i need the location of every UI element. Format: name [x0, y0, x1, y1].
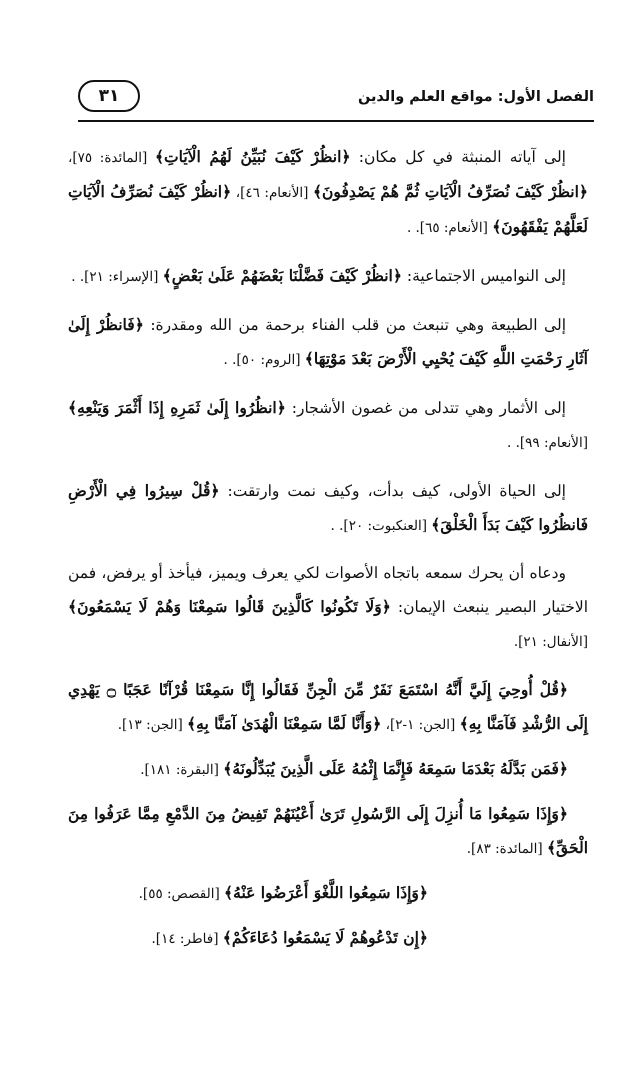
paragraph-social-laws: [68, 259, 588, 294]
quran-quote: ﴿قُلْ سِيرُوا فِي الْأَرْضِ فَانظُرُوا كَيْفَ بَدَأَ الْخَلْقَ﴾: [68, 481, 588, 534]
header-rule: [78, 120, 594, 122]
quran-quote: ﴿قُلْ أُوحِيَ إِلَيَّ أَنَّهُ اسْتَمَعَ نَفَرٌ مِّنَ الْجِنِّ فَقَالُوا إِنَّا سَمِعْنَا قُرْآنًا عَجَبًا ۝ يَهْدِي إِلَى الرُّشْدِ فَآمَنَّا بِهِ﴾: [68, 680, 588, 733]
quran-quote: ﴿إِن تَدْعُوهُمْ لَا يَسْمَعُوا دُعَاءَكُمْ﴾: [222, 928, 428, 947]
surah-reference: [الجن: ١-٢]،: [381, 717, 460, 733]
quran-quote: ﴿انظُرْ كَيْفَ نُصَرِّفُ الْآيَاتِ لَعَلَّهُمْ يَفْقَهُونَ﴾: [68, 182, 588, 236]
surah-reference: [الأنعام: ٦٥]. .: [406, 220, 493, 236]
quran-quote: ﴿فَانظُرْ إِلَىٰ آثَارِ رَحْمَتِ اللَّهِ كَيْفَ يُحْيِي الْأَرْضَ بَعْدَ مَوْتِهَا﴾: [68, 315, 588, 368]
text-segment: إلى الطبيعة وهي تنبعث من قلب الفناء برحمة من الله ومقدرة:: [143, 316, 567, 334]
quran-quote: ﴿انظُرُوا إِلَىٰ ثَمَرِهِ إِذَا أَثْمَرَ وَيَنْعِهِ﴾: [68, 398, 286, 417]
surah-reference: [الأنفال: ٢١].: [513, 634, 588, 650]
quran-quote: ﴿وَإِذَا سَمِعُوا اللَّغْوَ أَعْرَضُوا عَنْهُ﴾: [224, 883, 428, 902]
surah-reference: [المائدة: ٨٣].: [466, 841, 547, 857]
quran-quote: ﴿انظُرْ كَيْفَ نُبَيِّنُ لَهُمُ الْآيَاتِ﴾: [154, 147, 351, 166]
paragraph-maidah: [68, 797, 588, 866]
surah-reference: [المائدة: ٧٥]،: [68, 150, 155, 166]
chapter-title: الفصل الأول: مواقع العلم والدين: [357, 89, 594, 105]
surah-reference: [الروم: ٥٠]. .: [223, 352, 305, 368]
text-segment: ودعاه أن يحرك سمعه باتجاه الأصوات لكي يعرف ويميز، فيأخذ أو يرفض، فمن الاختيار البصير ينبعث الإيمان:: [68, 564, 588, 616]
paragraph-fatir: [68, 921, 588, 956]
paragraph-baqarah: [68, 752, 588, 787]
paragraph-first-life: [68, 474, 588, 543]
quran-quote: ﴿انظُرْ كَيْفَ نُصَرِّفُ الْآيَاتِ ثُمَّ هُمْ يَصْدِفُونَ﴾: [312, 182, 588, 201]
surah-reference: [العنكبوت: ٢٠]. .: [330, 518, 432, 534]
text-segment: إلى النواميس الاجتماعية:: [401, 267, 566, 285]
text-segment: إلى الأثمار وهي تتدلى من غصون الأشجار:: [285, 399, 566, 417]
surah-reference: [فاطر: ١٤].: [151, 931, 223, 947]
surah-reference: [الجن: ١٣].: [117, 717, 188, 733]
paragraph-signs: [68, 140, 588, 245]
surah-reference: [الأنعام: ٩٩]. .: [507, 435, 588, 451]
surah-reference: [الإسراء: ٢١]. .: [71, 269, 163, 285]
page-number: ٣١: [78, 80, 140, 112]
paragraph-qasas: [68, 876, 588, 911]
running-header: [78, 76, 594, 116]
quran-quote: ﴿انظُرْ كَيْفَ فَضَّلْنَا بَعْضَهُمْ عَلَىٰ بَعْضٍ﴾: [162, 266, 402, 285]
quran-quote: ﴿وَلَا تَكُونُوا كَالَّذِينَ قَالُوا سَمِعْنَا وَهُمْ لَا يَسْمَعُونَ﴾: [68, 597, 391, 616]
paragraph-fruits: [68, 391, 588, 460]
surah-reference: [القصص: ٥٥].: [138, 886, 225, 902]
quran-quote: ﴿وَأَنَّا لَمَّا سَمِعْنَا الْهُدَىٰ آمَنَّا بِهِ﴾: [187, 714, 382, 733]
paragraph-hearing: [68, 557, 588, 659]
quran-quote: ﴿فَمَن بَدَّلَهُ بَعْدَمَا سَمِعَهُ فَإِنَّمَا إِثْمُهُ عَلَى الَّذِينَ يُبَدِّلُونَهُ﴾: [223, 759, 568, 778]
surah-reference: [البقرة: ١٨١].: [140, 762, 224, 778]
surah-reference: [الأنعام: ٤٦]،: [231, 185, 313, 201]
text-segment: إلى آياته المنبثة في كل مكان:: [350, 148, 566, 166]
paragraph-nature: [68, 308, 588, 377]
paragraph-jinn: [68, 673, 588, 742]
quran-quote: ﴿وَإِذَا سَمِعُوا مَا أُنزِلَ إِلَى الرَّسُولِ تَرَىٰ أَعْيُنَهُمْ تَفِيضُ مِنَ الدَّمْعِ مِمَّا عَرَفُوا مِنَ الْحَقِّ﴾: [68, 804, 588, 857]
text-segment: إلى الحياة الأولى، كيف بدأت، وكيف نمت وارتقت:: [219, 482, 566, 500]
page-body: [68, 140, 588, 966]
